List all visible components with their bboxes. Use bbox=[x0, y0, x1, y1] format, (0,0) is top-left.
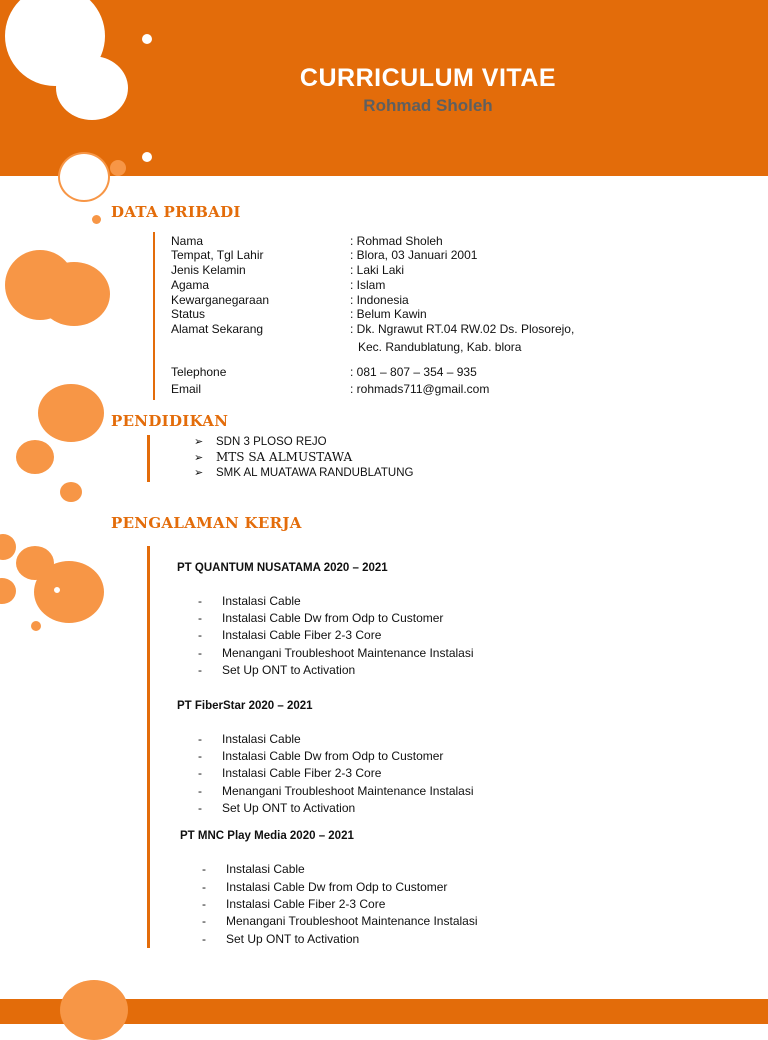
job-task: - Instalasi Cable Fiber 2-3 Core bbox=[198, 766, 382, 780]
education-school: MTS SA ALMUSTAWA bbox=[216, 450, 353, 464]
decor-bubble bbox=[110, 160, 126, 176]
section-heading-data-pribadi: DATA PRIBADI bbox=[111, 203, 241, 221]
decor-bubble bbox=[142, 34, 152, 44]
info-value: : Belum Kawin bbox=[350, 307, 427, 321]
education-item bbox=[194, 466, 413, 479]
info-label: Alamat Sekarang bbox=[171, 322, 264, 336]
decor-bubble bbox=[38, 262, 110, 326]
decor-bubble bbox=[92, 215, 101, 224]
section-heading-pendidikan: PENDIDIKAN bbox=[111, 412, 229, 430]
decor-bubble bbox=[60, 980, 128, 1040]
job-company: PT FiberStar 2020 – 2021 bbox=[177, 700, 313, 712]
info-label: Jenis Kelamin bbox=[171, 263, 246, 277]
job-task: - Set Up ONT to Activation bbox=[198, 663, 356, 677]
info-value: : Rohmad Sholeh bbox=[350, 234, 443, 248]
info-label: Tempat, Tgl Lahir bbox=[171, 248, 264, 262]
job-task: - Instalasi Cable bbox=[202, 862, 305, 876]
info-value: : 081 – 807 – 354 – 935 bbox=[350, 365, 477, 379]
job-task: - Instalasi Cable Dw from Odp to Customer bbox=[198, 611, 444, 625]
job-task: - Instalasi Cable Dw from Odp to Customer bbox=[198, 749, 444, 763]
decor-bubble bbox=[52, 585, 62, 595]
decor-bubble bbox=[58, 152, 110, 202]
page-title: CURRICULUM VITAE bbox=[299, 64, 557, 92]
person-name: Rohmad Sholeh bbox=[363, 96, 493, 115]
decor-bubble bbox=[0, 578, 16, 604]
job-task: - Instalasi Cable Fiber 2-3 Core bbox=[198, 628, 382, 642]
job-task: - Instalasi Cable bbox=[198, 594, 301, 608]
info-label: Agama bbox=[171, 278, 210, 292]
section-heading-pengalaman-kerja: PENGALAMAN KERJA bbox=[111, 514, 302, 532]
section-divider-line bbox=[147, 435, 150, 482]
job-company: PT MNC Play Media 2020 – 2021 bbox=[180, 830, 354, 842]
section-divider-line bbox=[147, 546, 150, 948]
job-task: - Menangani Troubleshoot Maintenance Instalasi bbox=[198, 784, 474, 798]
job-task: - Instalasi Cable bbox=[198, 732, 301, 746]
job-task: - Menangani Troubleshoot Maintenance Instalasi bbox=[198, 646, 474, 660]
job-task: - Set Up ONT to Activation bbox=[198, 801, 356, 815]
arrow-bullet-icon: ➢ bbox=[194, 467, 204, 479]
decor-bubble bbox=[16, 440, 54, 474]
decor-bubble bbox=[31, 621, 41, 631]
info-value: : Laki Laki bbox=[350, 263, 405, 277]
decor-bubble bbox=[60, 482, 82, 502]
education-item bbox=[194, 435, 327, 448]
job-task: - Instalasi Cable Dw from Odp to Customer bbox=[202, 880, 448, 894]
email-value: : rohmads711@gmail.com bbox=[350, 382, 490, 396]
info-label: Kewarganegaraan bbox=[171, 293, 270, 307]
arrow-bullet-icon: ➢ bbox=[194, 452, 204, 464]
info-label: Email bbox=[171, 382, 202, 396]
education-school: SDN 3 PLOSO REJO bbox=[216, 436, 327, 448]
job-task: - Instalasi Cable Fiber 2-3 Core bbox=[202, 897, 386, 911]
education-school: SMK AL MUATAWA RANDUBLATUNG bbox=[216, 467, 414, 479]
info-value: : Islam bbox=[350, 278, 386, 292]
info-label: Nama bbox=[171, 234, 204, 248]
info-label: Telephone bbox=[171, 365, 227, 379]
info-value: : Blora, 03 Januari 2001 bbox=[350, 248, 478, 262]
arrow-bullet-icon: ➢ bbox=[194, 436, 204, 448]
decor-bubble bbox=[38, 384, 104, 442]
decor-bubble bbox=[0, 534, 16, 560]
job-company: PT QUANTUM NUSATAMA 2020 – 2021 bbox=[177, 562, 388, 574]
job-task: - Set Up ONT to Activation bbox=[202, 932, 360, 946]
decor-bubble bbox=[34, 561, 104, 623]
info-value: : Indonesia bbox=[350, 293, 409, 307]
section-divider-line bbox=[153, 232, 155, 400]
info-value: : Dk. Ngrawut RT.04 RW.02 Ds. Plosorejo, bbox=[350, 322, 575, 336]
education-item bbox=[194, 450, 352, 464]
decor-bubble bbox=[142, 152, 152, 162]
info-value-continued: Kec. Randublatung, Kab. blora bbox=[358, 340, 522, 354]
job-task: - Menangani Troubleshoot Maintenance Instalasi bbox=[202, 914, 478, 928]
info-label: Status bbox=[171, 307, 206, 321]
